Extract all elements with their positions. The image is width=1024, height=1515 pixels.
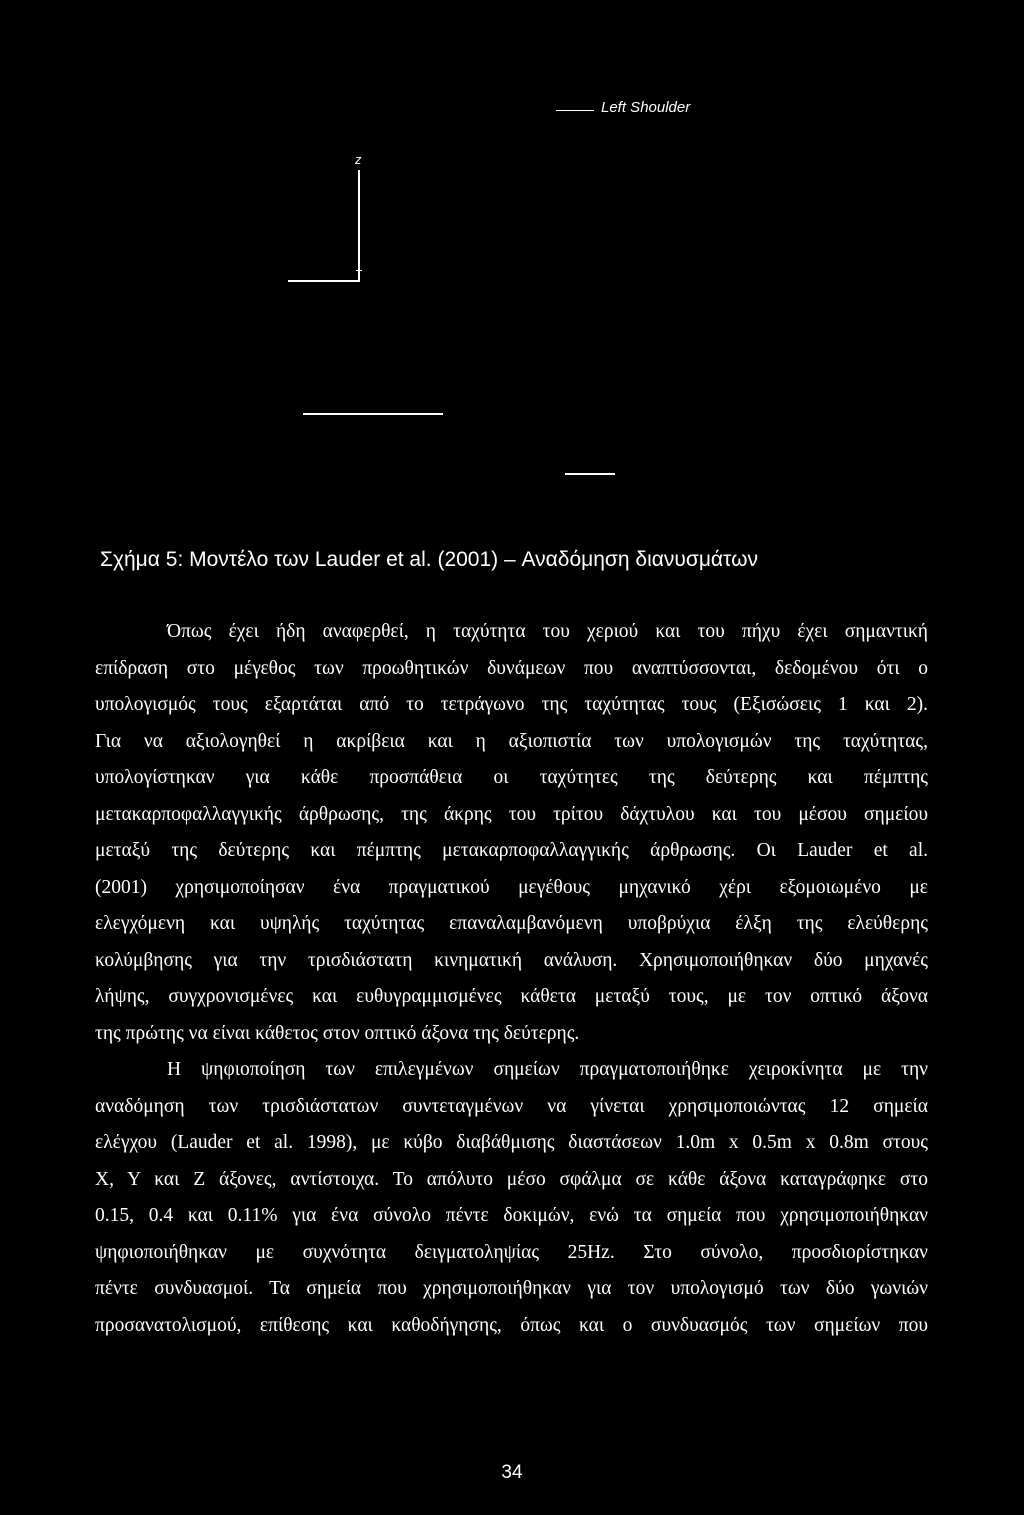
text-line: X, Y και Z άξονες, αντίστοιχα. Το απόλυτο μέσο σφάλμα σε κάθε άξονα καταγράφηκε στο [95,1168,928,1190]
vector-segment [565,473,615,475]
text-line: λήψης, συγχρονισμένες και ευθυγραμμισμένες κάθετα μεταξύ τους, με τον οπτικό άξονα [95,986,928,1007]
text-line: 0.15, 0.4 και 0.11% για ένα σύνολο πέντε δοκιμών, ενώ τα σημεία που χρησιμοποιήθηκαν [95,1205,928,1226]
text-line: Η ψηφιοποίηση των επιλεγμένων σημείων πραγματοποιήθηκε χειροκίνητα με την [167,1059,928,1080]
paragraph [95,614,928,1052]
text-line: μετακαρποφαλλαγγικής άρθρωσης, της άκρης του τρίτου δάχτυλου και του μέσου σημείου [95,803,928,825]
figure-caption: Σχήμα 5: Μοντέλο των Lauder et al. (2001) – Αναδόμηση διανυσμάτων [100,548,758,571]
text-line: της πρώτης να είναι κάθετος στον οπτικό άξονα της δεύτερης. [95,1022,580,1044]
text-line: κολύμβησης για την τρισδιάστατη κινηματική ανάλυση. Χρησιμοποιήθηκαν δύο μηχανές [95,949,928,971]
text-line: ελεγχόμενη και υψηλής ταχύτητας επαναλαμβανόμενη υποβρύχια έλξη της ελεύθερης [95,913,928,934]
z-axis-tick [356,270,362,271]
text-line: ελέγχου (Lauder et al. 1998), με κύβο διαβάθμισης διαστάσεων 1.0m x 0.5m x 0.8m στους [95,1132,928,1153]
vector-segment [303,413,443,415]
legend-line-swatch [556,110,594,111]
text-line: μεταξύ της δεύτερης και πέμπτης μετακαρποφαλλαγγικής άρθρωσης. Οι Lauder et al. [95,840,928,861]
body-text [95,614,928,1344]
text-line: ψηφιοποιήθηκαν με συχνότητα δειγματοληψίας 25Hz. Στο σύνολο, προσδιορίστηκαν [95,1241,928,1263]
text-line: υπολογισμός τους εξαρτάται από το τετράγωνο της ταχύτητας τους (Εξισώσεις 1 και 2). [95,694,928,715]
legend-label: Left Shoulder [601,99,691,116]
text-line: Για να αξιολογηθεί η ακρίβεια και η αξιοπιστία των υπολογισμών της ταχύτητας, [95,730,928,752]
z-axis-line [358,170,360,282]
z-axis-label: z [355,152,362,167]
text-line: υπολογίστηκαν για κάθε προσπάθεια οι ταχύτητες της δεύτερης και πέμπτης [95,767,928,788]
text-line: επίδραση στο μέγεθος των προωθητικών δυνάμεων που αναπτύσσονται, δεδομένου ότι ο [95,657,928,679]
paragraph [95,1052,928,1344]
text-line: πέντε συνδυασμοί. Τα σημεία που χρησιμοποιήθηκαν για τον υπολογισμό των δύο γωνιών [95,1278,928,1299]
page-number: 34 [501,1462,523,1483]
text-line: αναδόμηση των τρισδιάστατων συντεταγμένων να γίνεται χρησιμοποιώντας 12 σημεία [95,1095,928,1117]
text-line: Όπως έχει ήδη αναφερθεί, η ταχύτητα του χεριού και του πήχυ έχει σημαντική [167,621,928,642]
text-line: (2001) χρησιμοποίησαν ένα πραγματικού μεγέθους μηχανικό χέρι εξομοιωμένο με [95,876,928,898]
figure [0,0,1024,540]
text-line: προσανατολισμού, επίθεσης και καθοδήγησης, όπως και ο συνδυασμός των σημείων που [95,1314,928,1336]
horizontal-axis-line [288,280,360,282]
